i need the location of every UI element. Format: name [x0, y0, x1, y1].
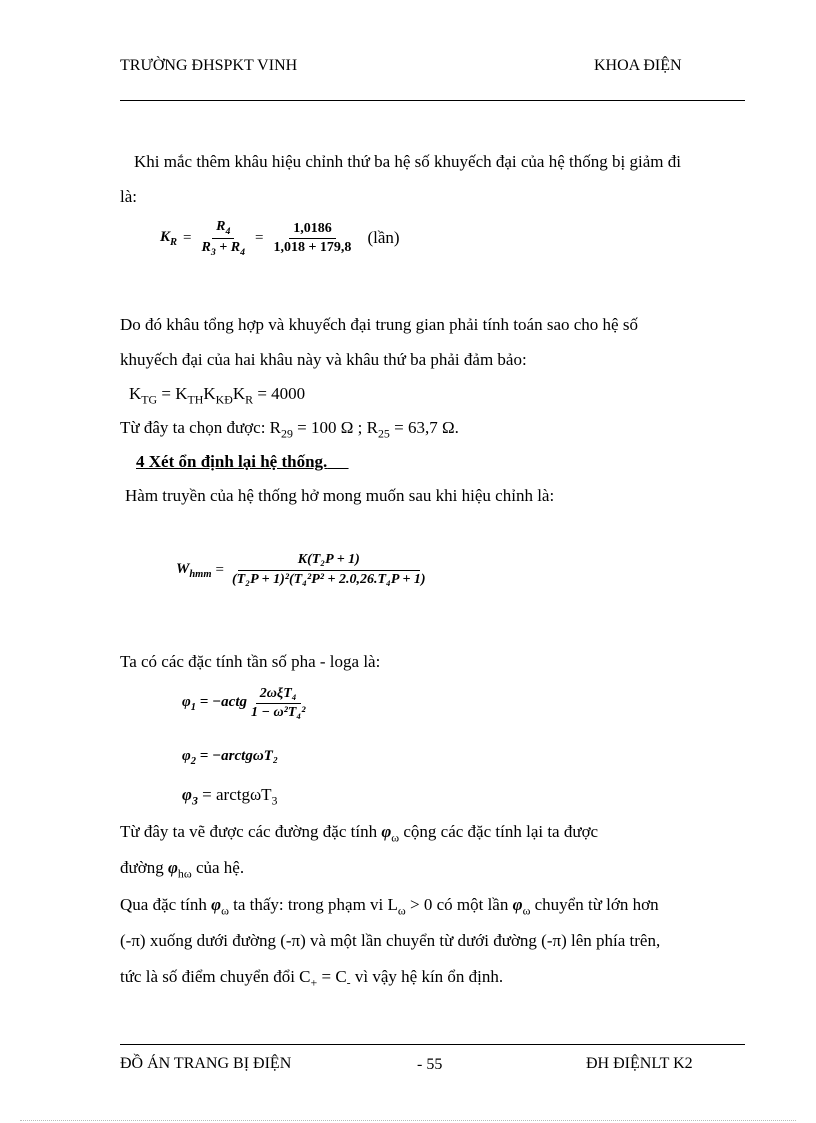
w-lhs: W: [176, 560, 190, 577]
section-title-text: 4 Xét ổn định lại hệ thống.: [136, 452, 328, 471]
kr-den1-plus: + R: [215, 239, 241, 255]
para6-l1-d: chuyển từ lớn hơn: [530, 895, 659, 914]
phi2-formula: [182, 748, 278, 767]
phi2-sub: 2: [190, 756, 197, 767]
choose-pre: Từ đây ta chọn được: R: [120, 418, 282, 437]
para5-line2: [120, 858, 244, 881]
header-rule: [120, 100, 745, 101]
ktg-k4: K: [232, 384, 246, 403]
kr-unit: (lần): [367, 228, 400, 248]
kr-den1-a-sub: 3: [210, 246, 216, 258]
formula-w: $W_{hmm}$ = $\frac{\text{K(T₂P + 1)}}{\text{(T₂P + 1)²(T₄²P² + 2.0,26.T₄P + 1)}}$: [176, 552, 430, 588]
choose-tail: = 63,7 Ω.: [389, 418, 459, 437]
page-edge: [20, 1120, 796, 1121]
choose-mid: = 100 Ω ; R: [292, 418, 378, 437]
para6-line3: [120, 967, 503, 990]
kr-fraction-symbolic: [198, 219, 249, 258]
kr-fraction-numeric: [269, 221, 355, 256]
para6-phi: φ: [211, 895, 222, 914]
phi1-eq: = −actg: [196, 694, 247, 710]
phi3-rhs-sub: 3: [271, 793, 278, 808]
para6-l1-a: Qua đặc tính: [120, 895, 212, 914]
footer-right: ĐH ĐIỆNLT K2: [586, 1055, 693, 1072]
para3: Hàm truyền của hệ thống hở mong muốn sau khi hiệu chỉnh là:: [125, 486, 555, 505]
choose-s1: 29: [281, 426, 293, 441]
phi1-lhs: φ: [182, 694, 191, 710]
phi3-sub: 3: [191, 793, 198, 808]
para1-line2: là:: [120, 187, 137, 206]
kr-den1-a: R: [201, 239, 211, 255]
footer-rule: [120, 1044, 745, 1045]
kr-num1: R: [216, 219, 226, 234]
para6-l3-a: tức là số điểm chuyển đổi C: [120, 967, 311, 986]
para5-l2-post: của hệ.: [191, 858, 245, 877]
ktg-equation: [129, 384, 305, 407]
kr-num2: 1,0186: [289, 221, 336, 239]
choose-line: [120, 418, 459, 441]
footer-left: ĐỒ ÁN TRANG BỊ ĐIỆN: [120, 1055, 292, 1072]
w-fraction: [228, 552, 430, 588]
para5-l1-pre: Từ đây ta vẽ được các đường đặc tính: [120, 822, 382, 841]
para4: Ta có các đặc tính tần số pha - loga là:: [120, 652, 381, 671]
phi1-den: 1 − ω²T₄²: [251, 705, 306, 720]
phi3-formula: [182, 785, 278, 808]
header-left: TRƯỜNG ĐHSPKT VINH: [120, 57, 298, 74]
para6-l3-c: vì vậy hệ kín ổn định.: [350, 967, 504, 986]
w-num: K(T₂P + 1): [238, 552, 420, 571]
para6-phi2: φ: [512, 895, 523, 914]
para6-line1: [120, 895, 659, 918]
para6-phi-sub: ω: [221, 903, 229, 918]
para5-l1-post: cộng các đặc tính lại ta được: [399, 822, 599, 841]
ktg-eq: = K: [157, 384, 188, 403]
kr-lhs-sub: R: [170, 236, 178, 248]
phi1-formula: [182, 686, 309, 721]
phi1-fraction: [247, 686, 309, 721]
para5-phi-sub: ω: [391, 830, 400, 845]
ktg-s3: KĐ: [215, 392, 233, 407]
phi2-lhs: φ: [182, 748, 191, 764]
ktg-k3: K: [203, 384, 216, 403]
ktg-s2: TH: [187, 392, 204, 407]
ktg-s4: R: [245, 392, 254, 407]
para2-line1: Do đó khâu tổng hợp và khuyếch đại trung gian phải tính toán sao cho hệ số: [120, 315, 638, 334]
formula-kr: $K_R$ = $\frac{R_4}{R_3 + R_4}$ = $\frac{1,0186}{1,018 + 179,8}$ (lần): [160, 219, 400, 258]
w-lhs-sub: hmm: [189, 568, 212, 580]
w-den: (T₂P + 1)²(T₄²P² + 2.0,26.T₄P + 1): [232, 572, 426, 587]
para2-line2: khuyếch đại của hai khâu này và khâu thứ ba phải đảm bảo:: [120, 350, 527, 369]
header-right: KHOA ĐIỆN: [594, 57, 682, 74]
kr-den1-b-sub: 4: [240, 246, 245, 258]
para5-phi2-sub: hω: [177, 866, 192, 881]
phi2-rhs: = −arctgωT₂: [196, 748, 279, 764]
para5-line1: [120, 822, 598, 845]
phi3-rhs: = arctgωT: [197, 785, 272, 804]
para6-c1-sub: +: [310, 975, 318, 990]
para6-line2: (-π) xuống dưới đường (-π) và một lần chuyển từ dưới đường (-π) lên phía trên,: [120, 931, 661, 950]
kr-den2: 1,018 + 179,8: [273, 239, 352, 255]
para6-c2-sub: -: [346, 975, 351, 990]
phi1-sub: 1: [190, 702, 197, 713]
section-title: [136, 452, 349, 472]
ktg-k1: K: [129, 384, 142, 403]
para5-phi: φ: [381, 822, 392, 841]
kr-num1-sub: 4: [225, 225, 231, 237]
kr-lhs: K: [160, 228, 171, 245]
para6-l1-b: ta thấy: trong phạm vi L: [228, 895, 398, 914]
phi1-num: 2ωξT₄: [256, 686, 301, 704]
para6-l1-c: > 0 có một lần: [405, 895, 513, 914]
ktg-s1: TG: [141, 392, 158, 407]
para5-l2-pre: đường: [120, 858, 168, 877]
phi3-lhs: φ: [182, 785, 192, 804]
para6-l-sub: ω: [397, 903, 406, 918]
para6-l3-b: = C: [317, 967, 347, 986]
para5-phi2: φ: [167, 858, 178, 877]
choose-s2: 25: [377, 426, 390, 441]
ktg-tail: = 4000: [253, 384, 306, 403]
para1-line1: Khi mắc thêm khâu hiệu chỉnh thứ ba hệ số khuyếch đại của hệ thống bị giảm đi: [134, 152, 681, 171]
page-number: - 55: [417, 1056, 443, 1073]
para6-phi2-sub: ω: [522, 903, 531, 918]
